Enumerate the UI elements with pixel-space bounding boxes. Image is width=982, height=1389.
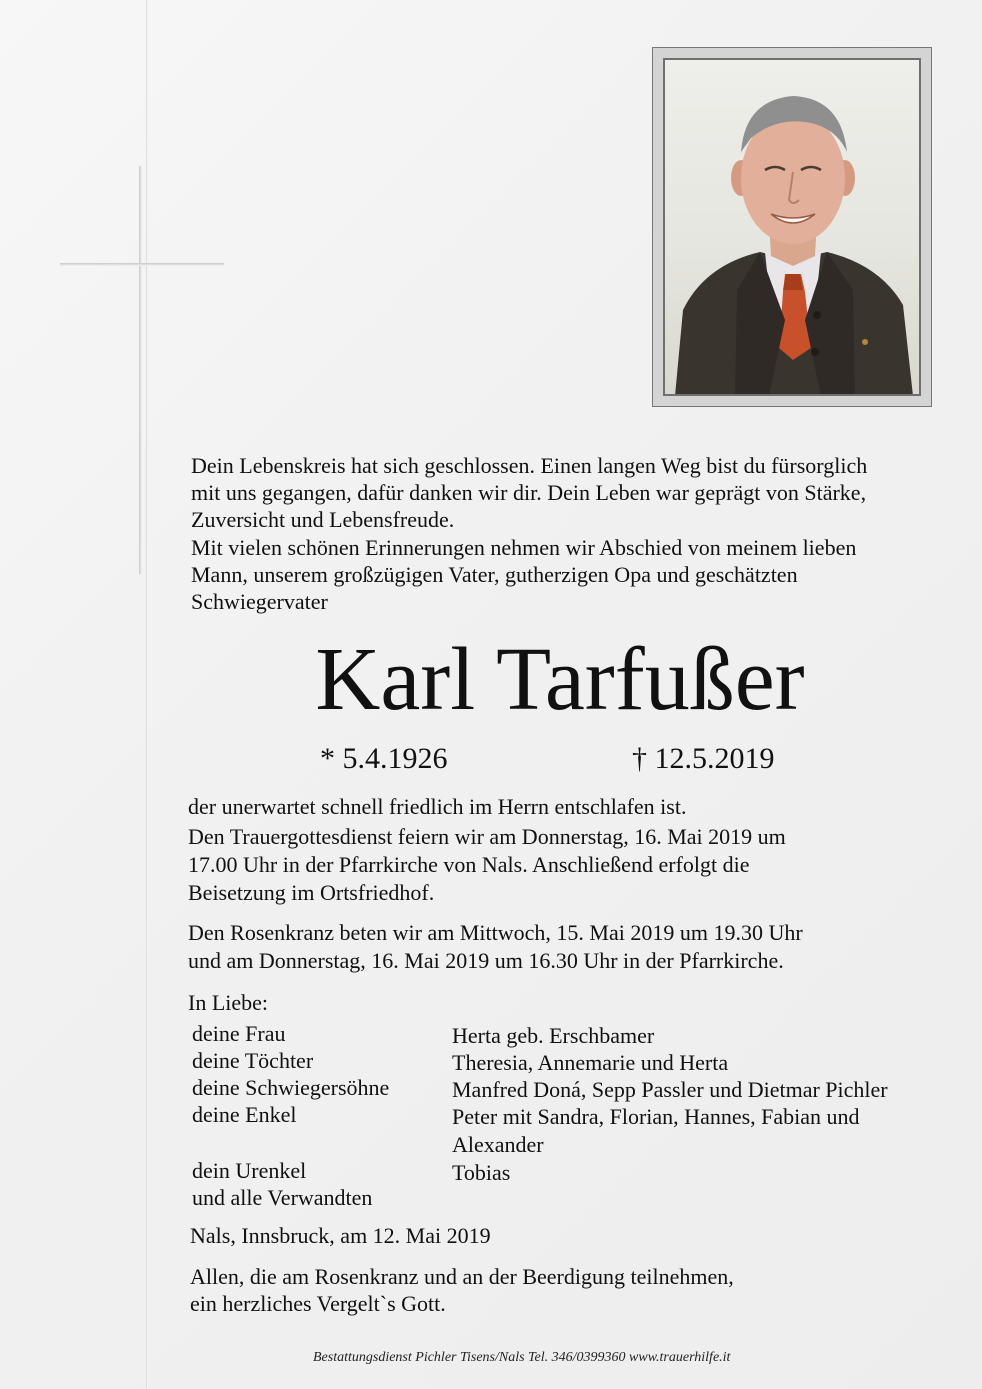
announcement-line-4: Beisetzung im Ortsfriedhof. — [188, 880, 435, 905]
death-date: † 12.5.2019 — [632, 742, 775, 775]
intro-line-1: Dein Lebenskreis hat sich geschlossen. Einen langen Weg bist du fürsorglich — [191, 453, 868, 478]
funeral-service-footer: Bestattungsdienst Pichler Tisens/Nals Tel. 346/0399360 www.trauerhilfe.it — [313, 1350, 731, 1365]
intro-line-6: Schwiegervater — [191, 589, 328, 614]
mourner-names: Theresia, Annemarie und Herta — [452, 1050, 729, 1075]
mourner-names: Herta geb. Erschbamer — [452, 1023, 655, 1048]
mourner-relation: deine Töchter — [192, 1048, 314, 1073]
place-and-date: Nals, Innsbruck, am 12. Mai 2019 — [190, 1223, 491, 1248]
intro-line-4: Mit vielen schönen Erinnerungen nehmen wir Abschied von meinem lieben — [191, 535, 857, 560]
thanks-line-2: ein herzliches Vergelt`s Gott. — [190, 1291, 446, 1316]
announcement-line-5: Den Rosenkranz beten wir am Mittwoch, 15. Mai 2019 um 19.30 Uhr — [188, 920, 803, 945]
thanks-line-1: Allen, die am Rosenkranz und an der Beerdigung teilnehmen, — [190, 1264, 734, 1289]
mourners-heading: In Liebe: — [188, 990, 269, 1015]
portrait-photo-frame — [652, 47, 932, 407]
birth-date: * 5.4.1926 — [320, 742, 448, 775]
announcement-line-2: Den Trauergottesdienst feiern wir am Donnerstag, 16. Mai 2019 um — [188, 824, 786, 849]
deceased-name: Karl Tarfußer — [315, 630, 805, 729]
cross-icon-bar — [60, 263, 224, 266]
mourner-relation: deine Frau — [192, 1021, 286, 1046]
portrait-photo — [663, 58, 921, 396]
intro-line-5: Mann, unserem großzügigen Vater, gutherzigen Opa und geschätzten — [191, 562, 798, 587]
mourner-names: Manfred Doná, Sepp Passler und Dietmar Pichler — [452, 1077, 888, 1102]
announcement-line-3: 17.00 Uhr in der Pfarrkirche von Nals. Anschließend erfolgt die — [188, 852, 750, 877]
mourner-relation: dein Urenkel — [192, 1158, 307, 1183]
intro-line-3: Zuversicht und Lebensfreude. — [191, 507, 455, 532]
cross-icon — [139, 166, 142, 574]
mourner-relation: deine Schwiegersöhne — [192, 1075, 390, 1100]
mourner-relation: und alle Verwandten — [192, 1185, 373, 1210]
mourner-relation: deine Enkel — [192, 1102, 297, 1127]
mourner-names: Alexander — [452, 1132, 544, 1157]
mourner-names: Peter mit Sandra, Florian, Hannes, Fabian und — [452, 1104, 860, 1129]
intro-line-2: mit uns gegangen, dafür danken wir dir. Dein Leben war geprägt von Stärke, — [191, 480, 867, 505]
announcement-line-1: der unerwartet schnell friedlich im Herrn entschlafen ist. — [188, 794, 687, 819]
mourner-names: Tobias — [452, 1160, 511, 1185]
announcement-line-6: und am Donnerstag, 16. Mai 2019 um 16.30 Uhr in der Pfarrkirche. — [188, 948, 784, 973]
